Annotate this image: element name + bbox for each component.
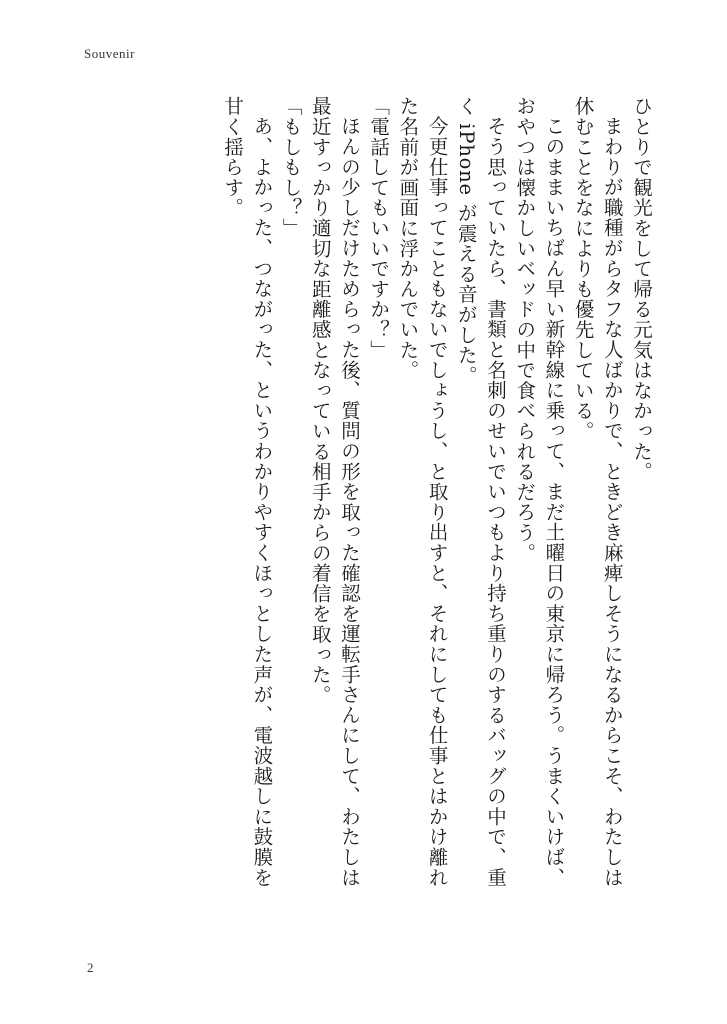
paragraph-5: 今更仕事ってこともないでしょうし、と取り出すと、それにしても仕事とはかけ離れた名前が画面に浮かんでいた。	[396, 96, 449, 887]
paragraph-1: ひとりで観光をして帰る元気はなかった。	[630, 96, 653, 482]
vertical-body-text	[82, 96, 656, 906]
paragraph-2: まわりが職種がらタフな人ばかりで、ときどき麻痺しそうになるからこそ、わたしは休むことをなによりも優先している。	[571, 96, 624, 887]
dialogue-line-1: 「電話してもいいですか？」	[367, 96, 391, 360]
paragraph-7: あ、よかった、つながった、というわかりやすくほっとした声が、電波越しに鼓膜を甘く揺らす。	[221, 96, 274, 887]
running-header-title: Souvenir	[84, 46, 135, 61]
paragraph-3: このままいちばん早い新幹線に乗って、まだ土曜日の東京に帰ろう。うまくいけば、おやつは懐かしいベッドの中で食べられるだろう。	[513, 96, 566, 887]
page-number: 2	[87, 960, 94, 975]
dialogue-line-2: 「もしもし？」	[279, 96, 303, 239]
paragraph-4: そう思っていたら、書類と名刺のせいでいつもより持ち重りのするバッグの中で、重く iPhone が震える音がした。	[454, 96, 507, 887]
paragraph-6: ほんの少しだけためらった後、質問の形を取った確認を運転手さんにして、わたしは最近すっかり適切な距離感となっている相手からの着信を取った。	[308, 96, 361, 887]
